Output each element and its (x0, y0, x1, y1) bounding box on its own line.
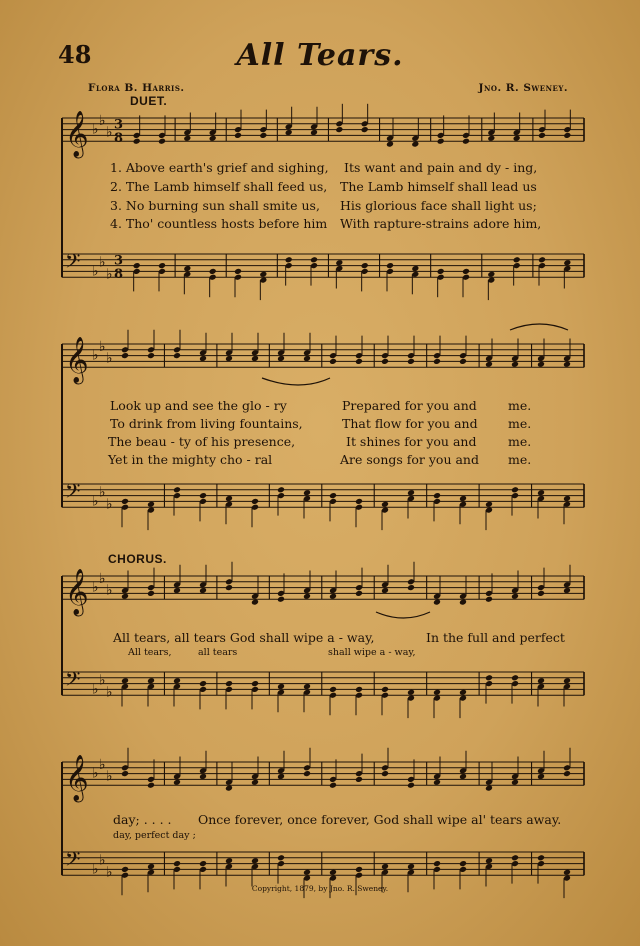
note-head (511, 854, 519, 861)
note-head (133, 138, 141, 145)
note-head (361, 262, 369, 269)
note-head (121, 770, 129, 777)
note-head (381, 686, 389, 693)
note-head (511, 674, 519, 681)
flat-icon: ♭ (92, 765, 99, 782)
verse-2-line-2b: That flow for you and (342, 416, 478, 431)
note-head (459, 860, 467, 867)
note-head (133, 262, 141, 269)
note-head (259, 132, 267, 139)
flat-icon: ♭ (92, 347, 99, 364)
time-signature-icon: 3 (114, 253, 124, 269)
note-head (462, 268, 470, 275)
verse-4-line-1b: With rapture-strains adore him, (340, 216, 542, 231)
verse-3-line-2a: The beau - ty of his presence, (108, 434, 296, 449)
flat-icon: ♭ (106, 582, 113, 599)
staff (62, 576, 584, 599)
treble-clef-icon: 𝄞 (65, 569, 89, 616)
flat-icon: ♭ (106, 350, 113, 367)
flat-icon: ♭ (106, 496, 113, 513)
staff (62, 762, 584, 785)
verse-3-line-2c: me. (508, 434, 532, 449)
flat-icon: ♭ (99, 254, 106, 271)
note-head (285, 256, 293, 263)
note-head (277, 854, 285, 861)
note-head (407, 358, 415, 365)
flat-icon: ♭ (106, 864, 113, 881)
verse-2-line-2a: To drink from living fountains, (110, 416, 303, 431)
note-head (147, 782, 155, 789)
note-head (335, 126, 343, 133)
verse-4-line-2b: Are songs for you and (340, 452, 479, 467)
note-head (355, 358, 363, 365)
verse-2-line-1a: 2. The Lamb himself shall feed us, (110, 179, 328, 194)
note-head (355, 686, 363, 693)
chorus-bass-2: day, perfect day ; (113, 830, 196, 841)
flat-icon: ♭ (99, 756, 106, 773)
note-head (485, 596, 493, 603)
flat-icon: ♭ (106, 684, 113, 701)
note-head (199, 680, 207, 687)
treble-clef-icon: 𝄞 (65, 111, 89, 158)
staff (62, 484, 584, 510)
note-head (251, 498, 259, 505)
duet-label: DUET. (130, 94, 168, 108)
copyright-notice: Copyright, 1879, by Jno. R. Sweney. (251, 884, 389, 893)
note-head (537, 590, 545, 597)
bass-clef-icon: 𝄢 (65, 667, 81, 696)
chorus-line-1a: All tears, all tears God shall wipe a - way, (113, 630, 375, 645)
bass-clef-icon: 𝄢 (65, 847, 81, 876)
note-head (355, 590, 363, 597)
time-signature-icon: 8 (114, 131, 124, 147)
flat-icon: ♭ (92, 579, 99, 596)
note-head (386, 262, 394, 269)
note-head (225, 680, 233, 687)
verse-4-line-2a: Yet in the mighty cho - ral (108, 452, 273, 467)
flat-icon: ♭ (92, 263, 99, 280)
note-head (563, 770, 571, 777)
note-head (234, 132, 242, 139)
flat-icon: ♭ (106, 768, 113, 785)
note-head (329, 492, 337, 499)
note-head (437, 268, 445, 275)
slur (376, 612, 430, 618)
chorus-bass-1c: shall wipe a - way, (328, 647, 416, 658)
note-head (158, 138, 166, 145)
chorus-bass-1b: all tears (198, 647, 238, 658)
note-head (355, 866, 363, 873)
verse-1-line-1a: 1. Above earth's grief and sighing, (110, 160, 329, 175)
note-head (199, 492, 207, 499)
flat-icon: ♭ (99, 570, 106, 587)
note-head (433, 358, 441, 365)
flat-icon: ♭ (92, 121, 99, 138)
note-head (433, 492, 441, 499)
verse-1-line-1b: Its want and pain and dy - ing, (344, 160, 538, 175)
note-head (310, 256, 318, 263)
note-head (381, 770, 389, 777)
note-head (147, 590, 155, 597)
note-head (303, 770, 311, 777)
verse-4-line-2c: me. (508, 452, 532, 467)
note-head (355, 498, 363, 505)
note-head (329, 686, 337, 693)
lyricist-credit: Flora B. Harris. (88, 82, 185, 94)
chorus-line-2b: Once forever, once forever, God shall wipe al' tears away. (198, 812, 562, 827)
verse-4-line-1a: 4. Tho' countless hosts before him (110, 216, 328, 231)
note-head (459, 358, 467, 365)
note-head (538, 132, 546, 139)
chorus-bass-1a: All tears, (128, 647, 172, 658)
flat-icon: ♭ (99, 672, 106, 689)
staff (62, 254, 584, 280)
note-head (225, 584, 233, 591)
note-head (537, 854, 545, 861)
staff (62, 118, 584, 141)
note-head (121, 352, 129, 359)
note-head (173, 352, 181, 359)
page-number: 48 (58, 40, 92, 69)
flat-icon: ♭ (92, 681, 99, 698)
hymn-title: All Tears. (236, 38, 404, 73)
note-head (361, 126, 369, 133)
staff (62, 852, 584, 878)
chorus-line-2a: day; . . . . (113, 812, 172, 827)
note-head (538, 256, 546, 263)
note-head (234, 268, 242, 275)
slur (510, 324, 568, 330)
note-head (173, 860, 181, 867)
note-head (173, 486, 181, 493)
verse-2-line-1b: The Lamb himself shall lead us (340, 179, 537, 194)
flat-icon: ♭ (92, 493, 99, 510)
staff (62, 344, 584, 367)
flat-icon: ♭ (106, 124, 113, 141)
verse-1-line-2b: Prepared for you and (342, 398, 477, 413)
note-head (513, 256, 521, 263)
note-head (121, 498, 129, 505)
verse-3-line-2b: It shines for you and (346, 434, 477, 449)
flat-icon: ♭ (99, 112, 106, 129)
verse-1-line-2c: me. (508, 398, 532, 413)
note-head (277, 596, 285, 603)
slur (262, 378, 330, 385)
note-head (563, 132, 571, 139)
note-head (329, 358, 337, 365)
note-head (121, 866, 129, 873)
note-head (199, 860, 207, 867)
verse-3-line-1a: 3. No burning sun shall smite us, (110, 198, 320, 213)
flat-icon: ♭ (99, 852, 106, 869)
note-head (251, 680, 259, 687)
note-head (485, 674, 493, 681)
flat-icon: ♭ (92, 861, 99, 878)
note-head (355, 776, 363, 783)
note-head (277, 486, 285, 493)
note-head (462, 138, 470, 145)
chorus-label: CHORUS. (108, 552, 167, 566)
bass-clef-icon: 𝄢 (65, 249, 81, 278)
chorus-line-1b: In the full and perfect (426, 630, 565, 645)
flat-icon: ♭ (99, 484, 106, 501)
note-head (511, 486, 519, 493)
verse-1-line-2a: Look up and see the glo - ry (110, 398, 287, 413)
bass-clef-icon: 𝄢 (65, 479, 81, 508)
composer-credit: Jno. R. Sweney. (478, 82, 568, 94)
staff (62, 672, 584, 698)
flat-icon: ♭ (106, 266, 113, 283)
time-signature-icon: 3 (114, 117, 124, 133)
treble-clef-icon: 𝄞 (65, 337, 89, 384)
note-head (158, 262, 166, 269)
note-head (407, 782, 415, 789)
verse-3-line-1b: His glorious face shall light us; (340, 198, 537, 213)
note-head (147, 352, 155, 359)
verse-2-line-2c: me. (508, 416, 532, 431)
note-head (209, 268, 217, 275)
flat-icon: ♭ (99, 338, 106, 355)
note-head (433, 860, 441, 867)
note-head (407, 584, 415, 591)
note-head (329, 782, 337, 789)
note-head (437, 138, 445, 145)
treble-clef-icon: 𝄞 (65, 755, 89, 802)
time-signature-icon: 8 (114, 267, 124, 283)
note-head (381, 358, 389, 365)
